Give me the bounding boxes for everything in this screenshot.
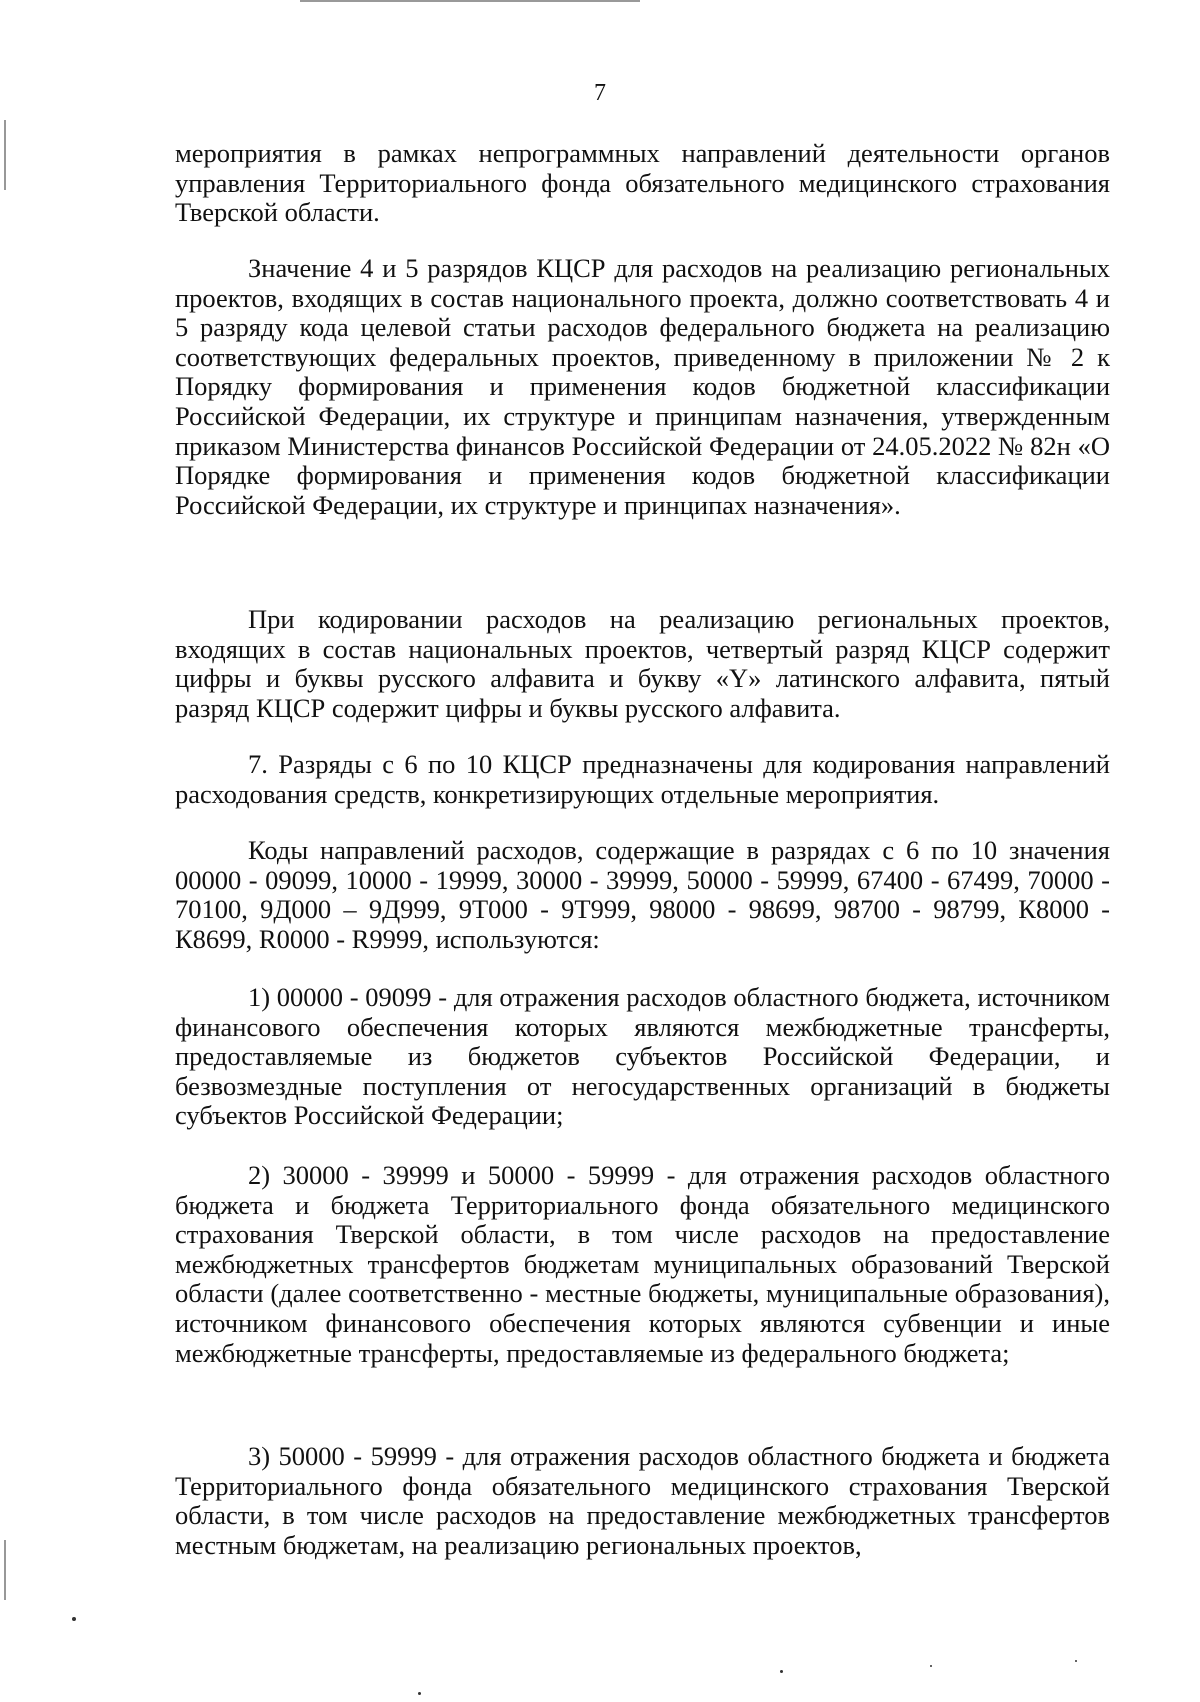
- paragraph-kcsr-digits-4-5: Значение 4 и 5 разрядов КЦСР для расходов на реализацию региональных проектов, входящих в состав национального проекта, должно соответствовать 4 и 5 разряду кода целевой статьи расходов федерального бюджета на реализацию соответствующих федеральных проектов, приведенному в приложении № 2 к Порядку формирования и применения кодов бюджетной классификации Российской Федерации, их структуре и принципам назначения, утвержденным приказом Министерства финансов Российской Федерации от 24.05.2022 № 82н «О Порядке формирования и применения кодов бюджетной классификации Российской Федерации, их структуре и принципах назначения».: [175, 253, 1110, 520]
- scan-speck: [72, 1617, 76, 1621]
- scan-edge-mark: [4, 1540, 6, 1600]
- scan-speck: [418, 1692, 421, 1695]
- page-number: 7: [594, 80, 606, 106]
- paragraph-regional-projects-coding: При кодировании расходов на реализацию региональных проектов, входящих в состав национальных проектов, четвертый разряд КЦСР содержит цифры и буквы русского алфавита и букву «Y» латинского алфавита, пятый разряд КЦСР содержит цифры и буквы русского алфавита.: [175, 604, 1110, 723]
- paragraph-expense-codes: Коды направлений расходов, содержащие в разрядах с 6 по 10 значения 00000 - 09099, 10000 - 19999, 30000 - 39999, 50000 - 59999, 67400 - 67499, 70000 - 70100, 9Д000 – 9Д999, 9Т000 - 9Т999, 98000 - 98699, 98700 - 98799, К8000 - К8699, R0000 - R9999, используются:: [175, 835, 1110, 954]
- list-item-2: 2) 30000 - 39999 и 50000 - 59999 - для отражения расходов областного бюджета и бюджета Территориального фонда обязательного медицинского страхования Тверской области, в том числе расходов на предоставление межбюджетных трансфертов бюджетам муниципальных образований Тверской области (далее соответственно - местные бюджеты, муниципальные образования), источником финансового обеспечения которых являются субвенции и иные межбюджетные трансферты, предоставляемые из федерального бюджета;: [175, 1160, 1110, 1368]
- paragraph-item-7: 7. Разряды с 6 по 10 КЦСР предназначены для кодирования направлений расходования средств, конкретизирующих отдельные мероприятия.: [175, 749, 1110, 809]
- scan-top-rule: [300, 0, 640, 2]
- scan-speck: [780, 1670, 783, 1673]
- list-item-1: 1) 00000 - 09099 - для отражения расходов областного бюджета, источником финансового обеспечения которых являются межбюджетные трансферты, предоставляемые из бюджетов субъектов Российской Федерации, и безвозмездные поступления от негосударственных организаций в бюджеты субъектов Российской Федерации;: [175, 982, 1110, 1131]
- scan-edge-mark: [4, 120, 6, 190]
- scan-speck: [930, 1665, 932, 1667]
- list-item-3: 3) 50000 - 59999 - для отражения расходов областного бюджета и бюджета Территориального фонда обязательного медицинского страхования Тверской области, в том числе расходов на предоставление межбюджетных трансфертов местным бюджетам, на реализацию региональных проектов,: [175, 1441, 1110, 1560]
- paragraph-continuation: мероприятия в рамках непрограммных направлений деятельности органов управления Территориального фонда обязательного медицинского страхования Тверской области.: [175, 138, 1110, 228]
- scan-speck: [1075, 1660, 1077, 1662]
